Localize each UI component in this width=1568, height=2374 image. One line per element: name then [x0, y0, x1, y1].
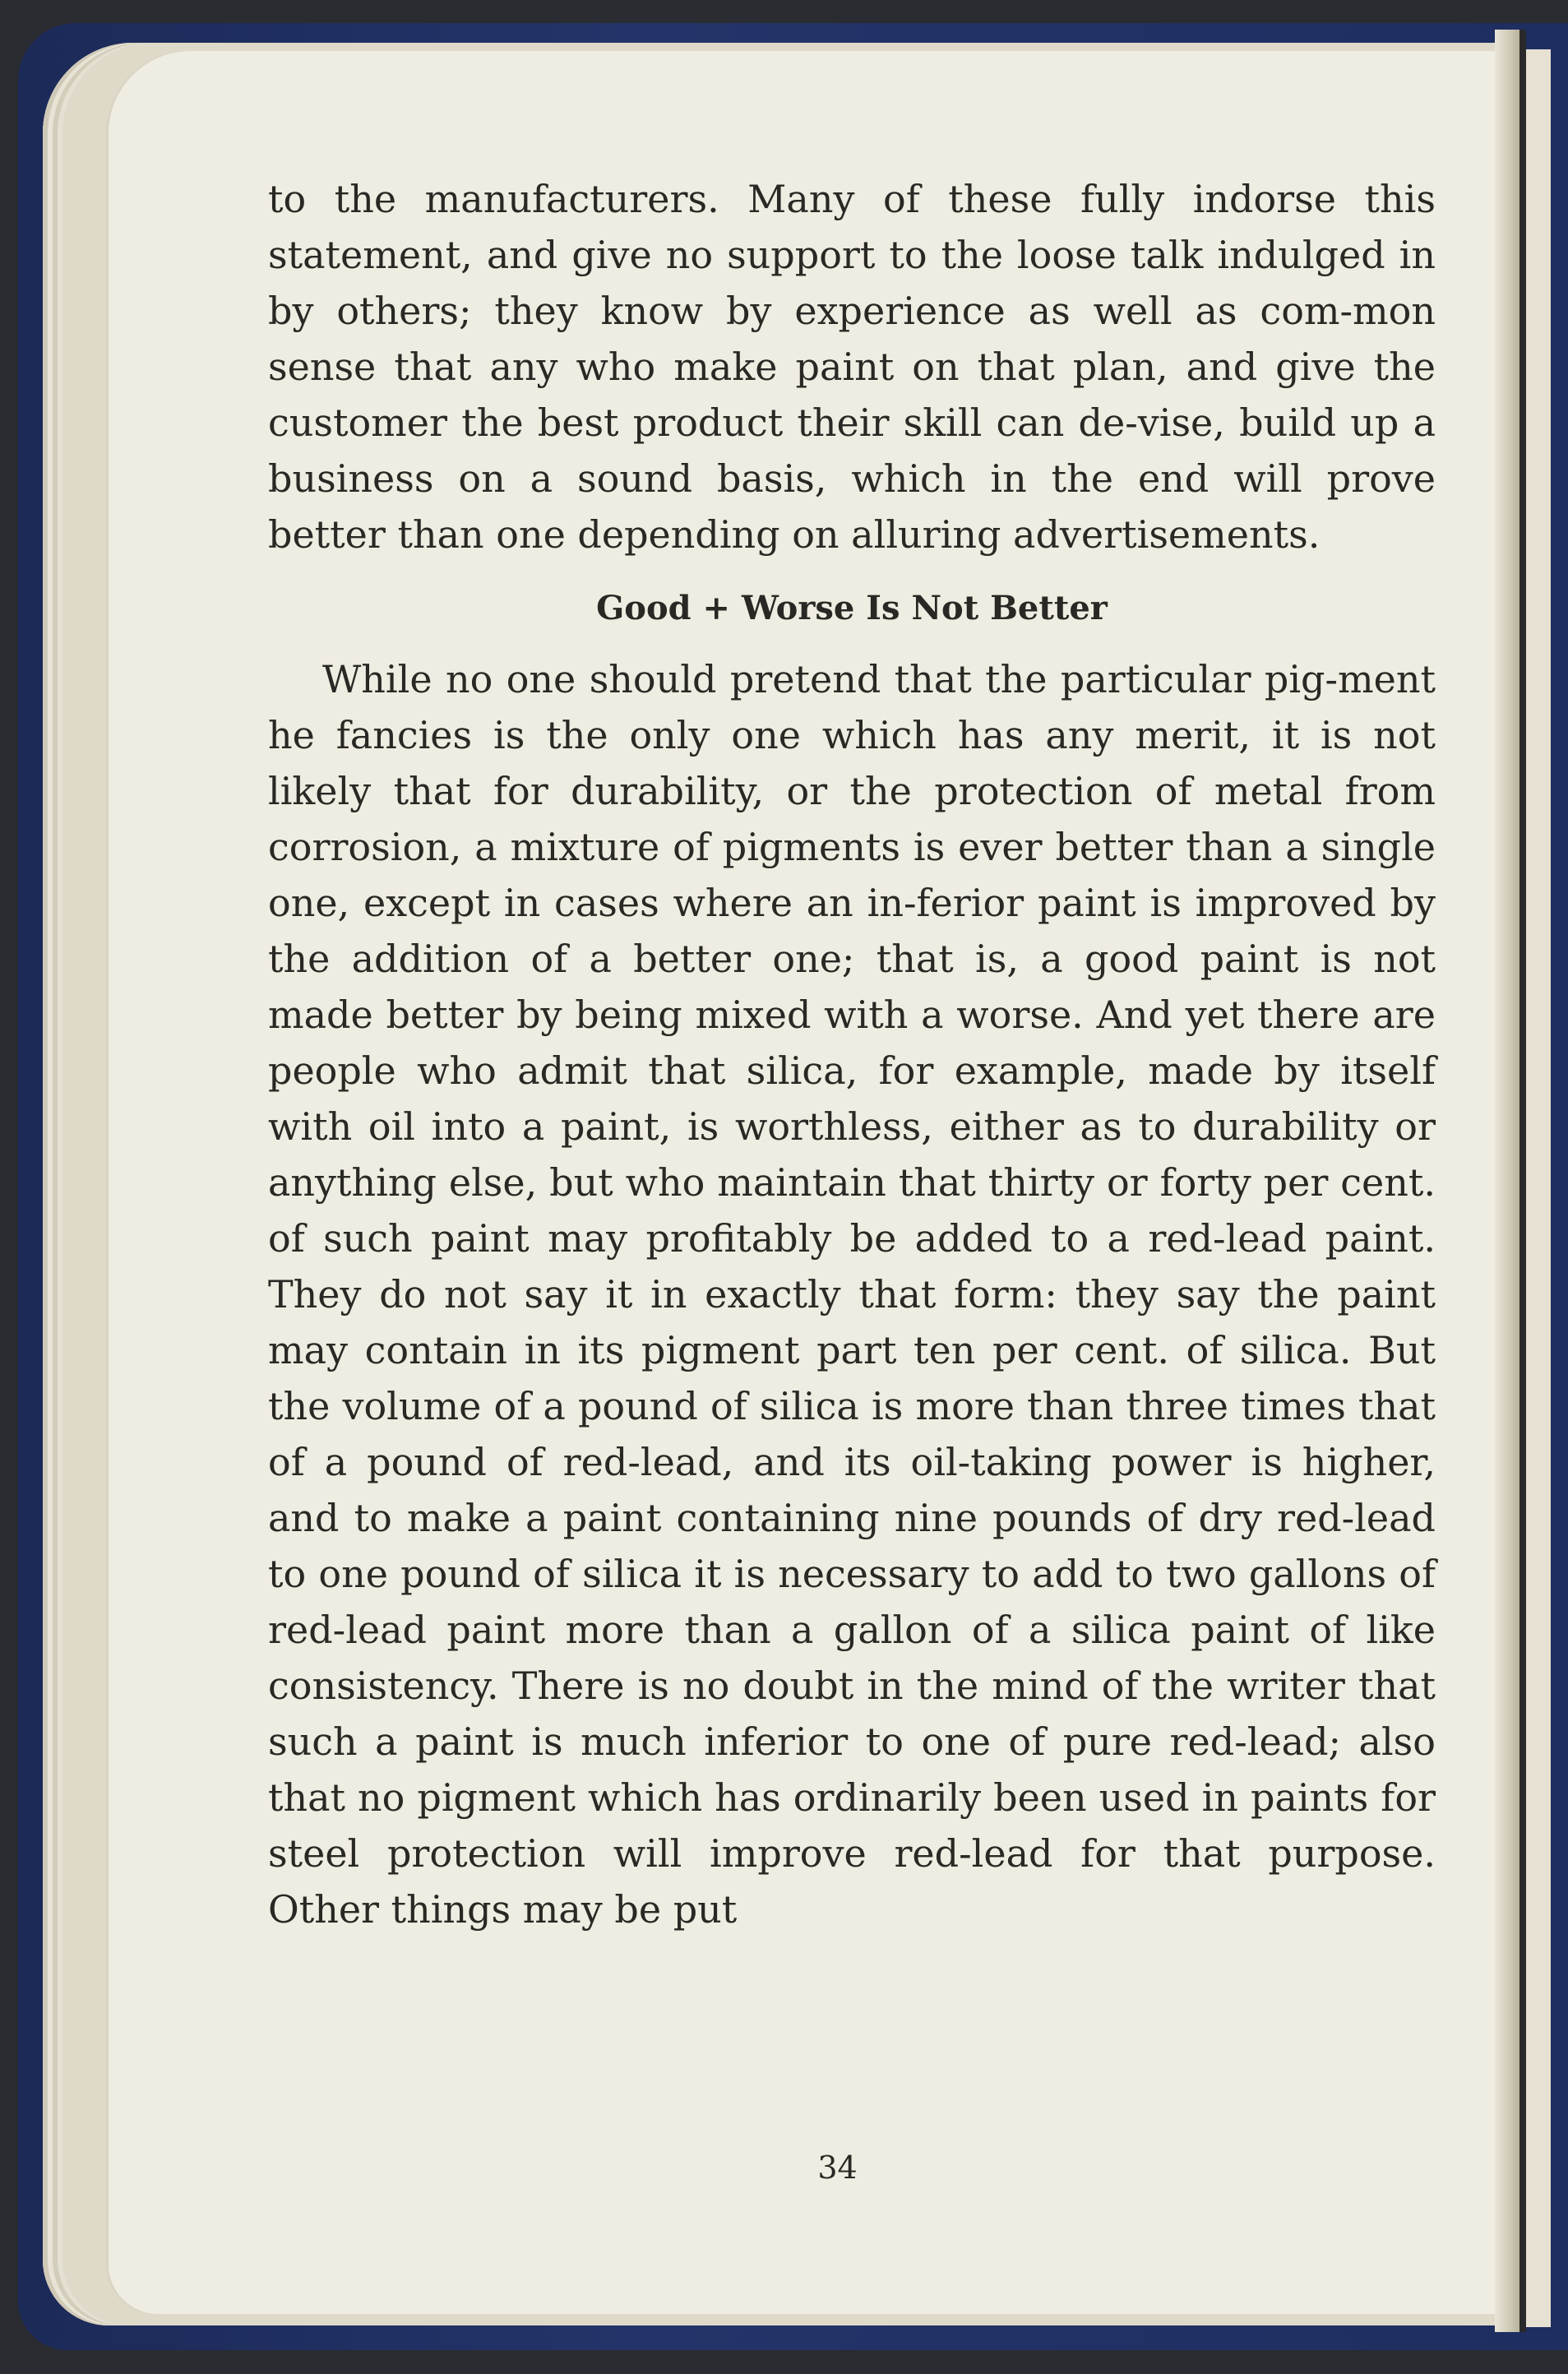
paragraph-2: While no one should pretend that the particular pig-ment he fancies is the only one which has any merit, it is not likely that for durability, or the protection of metal from corrosion, a mixture of pigments is ever better than a single one, except in cases where an in-ferior paint is improved by the addition of a better one; that is, a good paint is not made better by being mixed with a worse. And yet there are people who admit that silica, for example, made by itself with oil into a paint, is worthless, either as to durability or anything else, but who maintain that thirty or forty per cent. of such paint may profitably be added to a red-lead paint. They do not say it in exactly that form: they say the paint may contain in its pigment part ten per cent. of silica. But the volume of a pound of silica is more than three times that of a pound of red-lead, and its oil-taking power is higher, and to make a paint containing nine pounds of dry red-lead to one pound of silica it is necessary to add to two gallons of red-lead paint more than a gallon of a silica paint of like consistency. There is no doubt in the mind of the writer that such a paint is much inferior to one of pure red-lead; also that no pigment which has ordinarily been used in paints for steel protection will improve red-lead for that purpose. Other things may be put [268, 657, 1436, 1932]
page-text-block [268, 171, 1436, 1937]
facing-page-edge [1526, 49, 1551, 2327]
page-number: 34 [817, 2150, 858, 2186]
paragraph-1: to the manufacturers. Many of these fully indorse this statement, and give no support to the loose talk indulged in by others; they know by experience as well as com-mon sense that any who make paint on that plan, and give the customer the best product their skill can de-vise, build up a business on a sound basis, which in the end will prove better than one depending on alluring advertisements. [268, 177, 1436, 557]
section-heading: Good + Worse Is Not Better [596, 589, 1108, 627]
spine-shadow [1519, 30, 1526, 2332]
book-gutter [1495, 30, 1519, 2332]
